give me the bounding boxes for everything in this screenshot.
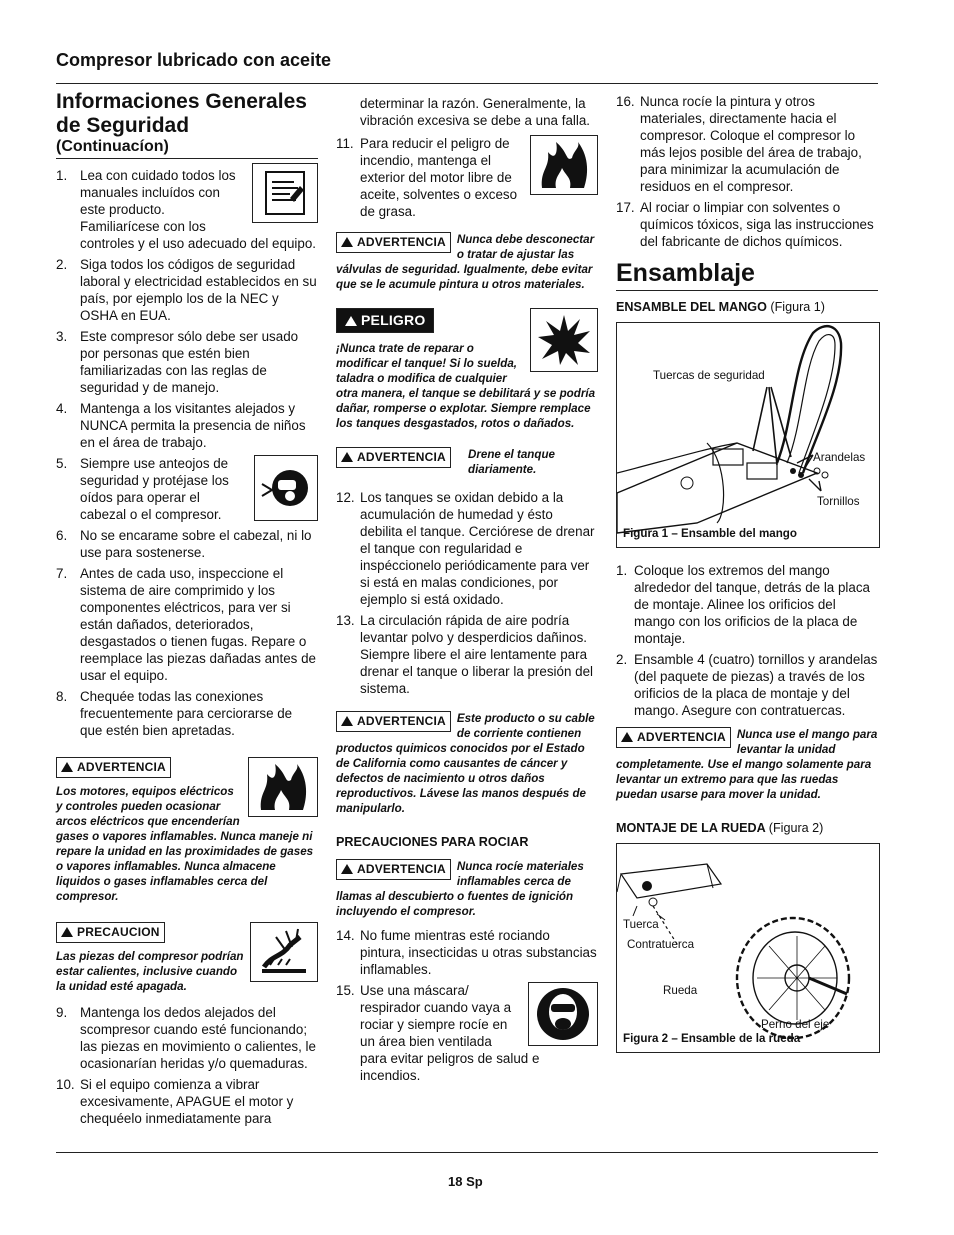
label-tuercas-seguridad: Tuercas de seguridad <box>653 369 765 382</box>
safety-list-4 <box>336 489 598 697</box>
explosion-icon <box>530 308 598 372</box>
section-heading-ensamblaje: Ensamblaje <box>616 258 878 291</box>
list-item: 14. No fume mientras esté rociando pintura, insecticidas u otras substancias inflamables. <box>336 928 597 977</box>
footer-rule <box>56 1152 878 1153</box>
warning-text: Este producto o su cable de corriente contienen productos quimicos conocidos por el Estado de California como causantes de cáncer y defectos de nacimiento u otros daños reproductivos. Lávese las manos después de manipularlo. <box>336 712 595 815</box>
advertencia-badge: ADVERTENCIA <box>336 232 451 253</box>
advertencia-badge: ADVERTENCIA <box>336 859 451 880</box>
column-3 <box>616 93 878 1063</box>
continued-text: determinar la razón. Generalmente, la vibración excesiva se debe a una falla. <box>360 96 591 128</box>
list-item: 7. Antes de cada uso, inspeccione el sistema de aire comprimido y los componentes eléctricos, para ver si están dañados, deteriorados, desgastados o tienen fugas. Repare o reemplace las piezas dañadas antes de usar el equipo. <box>56 566 316 683</box>
warning-text: Nunca use el mango para levantar la unidad completamente. Use el mango solamente para levantar un extremo para que las ruedas puedan usarse para mover la unidad. <box>616 728 878 801</box>
warning-block-california <box>336 711 598 816</box>
list-item: 9. Mantenga los dedos alejados del scompresor cuando esté funcionando; las piezas en movimiento o calientes, le ocasionarían heridas y/o quemaduras. <box>56 1005 316 1071</box>
label-contratuerca: Contratuerca <box>627 938 695 951</box>
page-header-title: Compresor lubricado con aceite <box>56 50 332 70</box>
manual-icon <box>252 163 318 223</box>
list-item: 2. Ensamble 4 (cuatro) tornillos y arandelas (del paquete de piezas) a través de los orificios de la placa de montaje y del mango. Asegure con contratuercas. <box>616 652 878 718</box>
list-item: 17. Al rociar o limpiar con solventes o químicos tóxicos, siga las instrucciones del fabricante de dichos químicos. <box>616 200 874 249</box>
section-title-rociar: PRECAUCIONES PARA ROCIAR <box>336 835 529 849</box>
label-rueda: Rueda <box>663 984 698 997</box>
list-item: 2. Siga todos los códigos de seguridad laboral y electricidad establecidos en su país, por ejemplo los de la NEC y OSHA en EUA. <box>56 257 317 323</box>
list-item: 5. Siempre use anteojos de seguridad y protéjase los oídos para operar el cabezal o el compresor. <box>56 455 318 523</box>
advertencia-badge: ADVERTENCIA <box>56 757 171 778</box>
safety-list-2 <box>56 1004 318 1127</box>
figure-2-caption: Figura 2 – Ensamble de la rueda <box>623 1032 801 1045</box>
danger-text: ¡Nunca trate de reparar o modificar el tanque! Si lo suelda, taladra o modifica de cualquier otra manera, el tanque se debilitará y se podría dañar, romperse o explotar. Siempre remplace los tanques desgastados, rotos o dañados. <box>336 342 596 430</box>
warning-text: Nunca debe desconectar o tratar de ajustar las válvulas de seguridad. Igualmente, debe evitar que se le acumule pintura u otros materiales. <box>336 233 595 291</box>
fire-icon <box>530 135 598 195</box>
warning-block-drene <box>336 447 598 477</box>
label-tuerca: Tuerca <box>623 918 659 931</box>
safety-list-6 <box>616 93 878 250</box>
column-2 <box>336 95 598 1088</box>
caution-block <box>56 922 318 994</box>
list-item: 16. Nunca rocíe la pintura y otros materiales, directamente hacia el compresor. Coloque el compresor lo más lejos posible del área de trabajo, para minimizar la acumulación de residuos en el compresor. <box>616 94 862 194</box>
label-tornillos: Tornillos <box>817 495 860 508</box>
warning-block-mango <box>616 727 878 802</box>
figure-2 <box>616 843 880 1053</box>
safety-list-5 <box>336 927 598 1084</box>
hot-surface-icon <box>250 922 318 982</box>
list-item: 6. No se encarame sobre el cabezal, ni lo use para sostenerse. <box>56 528 312 560</box>
list-item: 10. Si el equipo comienza a vibrar excesivamente, APAGUE el motor y chequéelo inmediatamente para <box>56 1077 294 1126</box>
list-item: 1. Coloque los extremos del mango alrededor del tanque, detrás de la placa de montaje. Alinee los orificios del mango con los orificios de la placa de montaje. <box>616 563 870 646</box>
advertencia-badge: ADVERTENCIA <box>616 727 731 748</box>
list-item: 11. Para reducir el peligro de incendio, mantenga el exterior del motor libre de aceite, solventes o exceso de grasa. <box>336 135 598 220</box>
column-1 <box>56 90 318 1131</box>
caution-text: Las piezas del compresor podrían estar calientes, inclusive cuando la unidad esté apagada. <box>56 950 244 993</box>
assembly-steps <box>616 562 878 719</box>
list-item: 8. Chequée todas las conexiones frecuentemente para cerciorarse de que estén bien apretadas. <box>56 689 293 738</box>
list-item: 4. Mantenga a los visitantes alejados y NUNCA permita la presencia de niños en el área de trabajo. <box>56 401 306 450</box>
section-subheading: (Continuacíon) <box>56 138 318 159</box>
section-heading-seguridad: Informaciones Generales de Seguridad <box>56 90 307 137</box>
warning-block-rociar <box>336 859 598 919</box>
warning-text: Drene el tanque diariamente. <box>468 448 555 476</box>
figure-1 <box>616 322 880 548</box>
figure-1-caption: Figura 1 – Ensamble del mango <box>623 527 797 540</box>
safety-list-1 <box>56 167 318 739</box>
precaucion-badge: PRECAUCION <box>56 922 165 943</box>
list-item: 13. La circulación rápida de aire podría levantar polvo y desperdicios dañinos. Siempre libere el aire lentamente para drenar el tanque o liberar la presión del sistema. <box>336 613 593 696</box>
warning-block-valvulas <box>336 232 598 292</box>
page-number: 18 Sp <box>448 1174 483 1189</box>
warning-text: Nunca rocíe materiales inflamables cerca de llamas al descubierto o fuentes de ignición incluyendo el compresor. <box>336 860 584 918</box>
advertencia-badge: ADVERTENCIA <box>336 711 451 732</box>
list-item: 12. Los tanques se oxidan debido a la acumulación de humedad y ésto debilita el tanque. Cerciórese de drenar el tanque con regularidad e inspéccionelo periódicamente para ver si está en malas condiciones, por ejemplo si está oxidado. <box>336 490 595 607</box>
label-arandelas: Arandelas <box>813 451 866 464</box>
eye-ear-protection-icon <box>254 455 318 521</box>
warning-block-motores <box>56 757 318 904</box>
handle-assembly-illustration <box>617 323 879 547</box>
label-perno-eje: Perno del eje <box>761 1018 830 1031</box>
header-rule <box>56 83 878 84</box>
respirator-icon <box>528 982 598 1046</box>
peligro-badge: PELIGRO <box>336 308 434 333</box>
section-title-mango: ENSAMBLE DEL MANGO (Figura 1) <box>616 300 825 314</box>
danger-block <box>336 308 598 431</box>
list-item: 15. Use una máscara/ respirador cuando vaya a rociar y siempre rocíe en un área bien ventilada para evitar peligros de salud e incendios. <box>336 982 598 1084</box>
warning-text: Los motores, equipos eléctricos y controles pueden ocasionar arcos eléctricos que encenderían gases o vapores inflamables. Nunca maneje ni repare la unidad en las proximidades de gases o vapores inflamables. Nunca almacene liquidos o gases inflamables cerca del compresor. <box>56 785 314 903</box>
fire-icon <box>248 757 318 817</box>
safety-list-3 <box>336 135 598 220</box>
list-item: 1. Lea con cuidado todos los manuales incluídos con este producto. Familiarícese con los controles y el uso adecuado del equipo. <box>56 167 318 252</box>
advertencia-badge: ADVERTENCIA <box>336 447 451 468</box>
list-item: 3. Este compresor sólo debe ser usado por personas que estén bien familiarizadas con las reglas de seguridad y de manejo. <box>56 329 299 395</box>
section-title-rueda: MONTAJE DE LA RUEDA (Figura 2) <box>616 821 824 835</box>
